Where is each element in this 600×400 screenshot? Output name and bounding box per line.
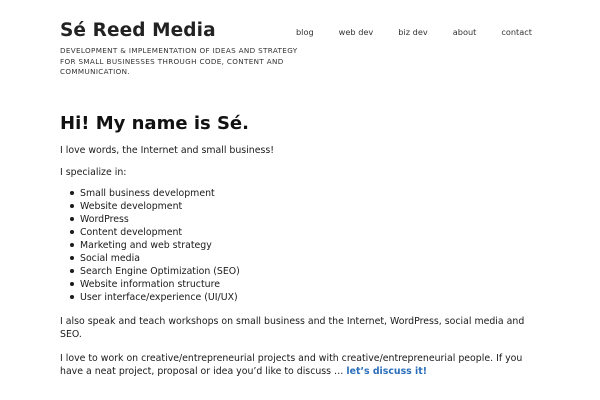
page-heading: Hi! My name is Sé. [60,113,249,134]
bullet-icon [70,217,74,221]
bullet-icon [70,230,74,234]
bullet-icon [70,295,74,299]
list-item [70,200,540,213]
list-item [70,252,540,265]
list-item-label: Content development [80,227,183,238]
list-item [70,278,540,291]
main-nav [296,27,532,37]
list-item [70,291,540,304]
list-item-label: User interface/experience (UI/UX) [80,292,238,303]
list-item [70,187,540,200]
creative-paragraph [60,352,540,378]
bullet-icon [70,269,74,273]
nav-item-web-dev[interactable]: web dev [338,27,374,37]
bullet-icon [70,204,74,208]
bullet-icon [70,243,74,247]
list-item [70,226,540,239]
site-tagline: DEVELOPMENT & IMPLEMENTATION OF IDEAS AND STRATEGY FOR SMALL BUSINESSES THROUGH CODE, CONTENT AND COMMUNICATION. [60,46,298,77]
list-item [70,213,540,226]
list-item-label: Marketing and web strategy [80,240,212,251]
list-item [70,265,540,278]
list-item-label: WordPress [80,214,129,225]
bullet-icon [70,282,74,286]
nav-item-about[interactable]: about [452,27,477,37]
list-item-label: Website information structure [80,279,220,290]
nav-item-contact[interactable]: contact [501,27,532,37]
specialties-list [60,187,540,304]
specialize-intro: I specialize in: [60,167,127,178]
bullet-icon [70,191,74,195]
workshops-text: I also speak and teach workshops on small business and the Internet, WordPress, social media and SEO. [60,316,525,340]
main-content [60,113,540,378]
intro-text: I love words, the Internet and small business! [60,145,275,156]
discuss-link[interactable]: let’s discuss it! [346,366,427,377]
list-item [70,239,540,252]
bullet-icon [70,256,74,260]
list-item-label: Small business development [80,188,215,199]
list-item-label: Social media [80,253,140,264]
nav-item-biz-dev[interactable]: biz dev [398,27,428,37]
list-item-label: Website development [80,201,183,212]
creative-text: I love to work on creative/entrepreneurial projects and with creative/entrepreneurial people. If you have a neat project, proposal or idea you’d like to discuss … [60,353,523,377]
list-item-label: Search Engine Optimization (SEO) [80,266,240,277]
nav-item-blog[interactable]: blog [295,27,314,37]
site-title[interactable]: Sé Reed Media [60,20,216,41]
